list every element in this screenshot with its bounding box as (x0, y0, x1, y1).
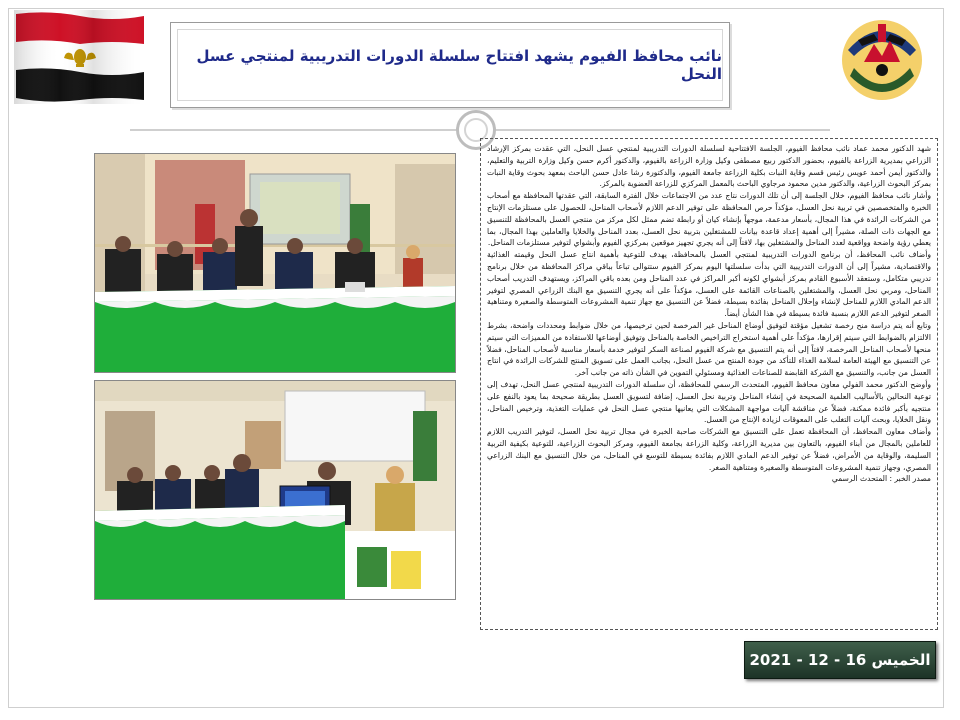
article-paragraph: وتابع أنه يتم دراسة منح رخصة تشغيل مؤقتة لتوفيق أوضاع المناحل غير المرخصة لحين ترخيصها، من خلال ضوابط ومحددات واضحة، بشرط الالتزام بالضوابط التي سيتم إقرارها، مؤكداً على أهمية استخراج التراخيص الخاصة بالمناحل وتوفيق أوضاعها للاستفادة من المميزات التي سيتم منحها لأصحاب المناحل المرخصة، لافتاً إلى أنه يتم التنسيق مع شركة الفيوم لصناعة السكر لتوفير خدمة بأسعار مناسبة لأصحاب المناحل، فضلاً عن التنسيق مع الهيئة العامة لسلامة الغذاء للتأكد من جودة المنتج من عسل النحل، بجانب العمل على تسويق المنتج للشركات الرائدة في انتاج العسل من جانب، والتنسيق مع الشركة القابضة للصناعات الغذائية ومسئولي التموين في الشأن ذاته من جانب آخر. (487, 320, 931, 378)
title-box (170, 22, 730, 108)
fayoum-governorate-logo-icon (834, 10, 930, 106)
article-paragraph: وأضاف معاون المحافظ، أن المحافظة تعمل على التنسيق مع الشركات صاحبة الخبرة في مجال تربية نحل العسل، لتوفير التدريب اللازم للعاملين بالمجال من أبناء الفيوم، بالتعاون بين مديرية الزراعة، وكلية الزراعة بجامعة الفيوم، ومركز البحوث الزراعية، للتوعية بكيفية التربية السليمة، والوقاية من الأمراض، فضلاً عن توفير الدعم المادي اللازم بفائدة بسيطة للتوسع في المناحل، من خلال التنسيق مع البنك الزراعي المصري، وجهاز تنمية المشروعات المتوسطة والصغيرة ومتناهية الصغر. (487, 427, 931, 472)
training-session-photo-1 (94, 153, 456, 373)
article-paragraph: وأشار نائب محافظ الفيوم، خلال الجلسة إلى أن تلك الدورات نتاج عدد من الاجتماعات خلال الفترة السابقة، التي عقدتها المحافظة مع أصحاب الخبرة والمتخصصين في تربية نحل العسل، مؤكداً حرص المحافظة على توفير الدعم اللازم لأصحاب المناحل، للحصول على مستلزمات الإنتاج من الشركات الرائدة في هذا المجال، بأسعار مدعمة، موجهاً بإنشاء كيان أو رابطة تضم ممثل لكل مركز من منتجي العسل بالمحافظة للتنسيق مع الجهات ذات الصلة، مشيراً إلى أهمية إعداد قاعدة بيانات للمشتغلين بتربية نحل العسل، بعدد المناحل والخلايا والعاملين بهذا المجال، بما يعطي رؤية واضحة وواقعية لعدد المناحل والمشتغلين بها، لافتاً إلى أنه يجري تجهيز موقعين بمركزي الفيوم وأبشواي لتوفير مستلزمات المناحل. (487, 191, 931, 248)
title-inner-frame (177, 29, 723, 101)
article-paragraph: شهد الدكتور محمد عماد نائب محافظ الفيوم، الجلسة الافتتاحية لسلسلة الدورات التدريبية لمنتجي عسل النحل، التي عقدت بمركز الإرشاد الزراعي بمديرية الزراعة بالفيوم، بحضور الدكتور ربيع مصطفى وكيل وزارة الزراعة بالفيوم، والدكتور أكرم حسن وكيل وزارة التربية والتعليم، والدكتور أيمن أحمد عويس رئيس قسم وقاية النبات بكلية الزراعة جامعة الفيوم، والدكتورة رشا عادل حسن الباحث بمعهد بحوث وقاية النبات بمركز البحوث الزراعية، والدكتور مدين محمود مرجاوي الباحث بالمعمل المركزي للزراعة العضوية بالمركز. (487, 144, 931, 189)
article-paragraph: وأوضح الدكتور محمد الفولي معاون محافظ الفيوم، المتحدث الرسمي للمحافظة، أن سلسلة الدورات التدريبية لمنتجي عسل النحل، تهدف إلى توعية النحالين بالأساليب العلمية الصحيحة في إنشاء المناحل وتربية نحل العسل، إضافة لتسويق العسل بطريقة صحيحة بما يعود بالنفع على منتجيه بأكبر فائدة ممكنة، فضلاً عن مناقشة آليات مواجهة المشكلات التي يعانيها منتجي عسل النحل في عمليات التغذية، وترخيص المناحل، ونقل الخلايا، وبحث آليات التغلب على المعوقات لزيادة الإنتاج من العسل. (487, 379, 931, 425)
date-badge (744, 641, 936, 679)
article-body (480, 138, 938, 630)
article-paragraph: وأضاف نائب المحافظ، أن برنامج الدورات التدريبية لمنتجي العسل بالمحافظة، يهدف للتوعية بأهمية انتاج عسل النحل وقيمته الغذائية والاقتصادية، مشيراً إلى أن الدورات التدريبية التي بدأت سلسلتها اليوم بمركز الفيوم ستتوالى تباعاً بباقي مراكز المحافظة من خلال برنامج تدريبي متكامل، وستعقد الأسبوع القادم بمركز أبشواي لكونه أكبر المراكز في عدد المناحل ومن بعده باقي المراكز، ويستهدف التدريب أصحاب المناحل، ومربي نحل العسل، والمشتغلين بالصناعات القائمة على العسل، مؤكداً على أنه يجري التنسيق مع البنك الزراعي المصري لتوفير الدعم المادي اللازم للمناحل لإنشاء وإحلال المناحل بفائدة بسيطة، فضلاً عن التنسيق مع جهاز تنمية المشروعات المتوسطة والصغيرة ومتناهية الصغر لتوفير الدعم اللازم بنسبة فائدة بسيطة في هذا الشأن أيضاً. (487, 250, 931, 319)
egypt-flag-icon (14, 10, 146, 104)
training-session-photo-2 (94, 380, 456, 600)
article-source: مصدر الخبر : المتحدث الرسمي (831, 474, 931, 484)
publish-date: الخميس 16 - 12 - 2021 (749, 651, 931, 669)
page-title: نائب محافظ الفيوم يشهد افتتاح سلسلة الدورات التدريبية لمنتجي عسل النحل (196, 47, 722, 83)
